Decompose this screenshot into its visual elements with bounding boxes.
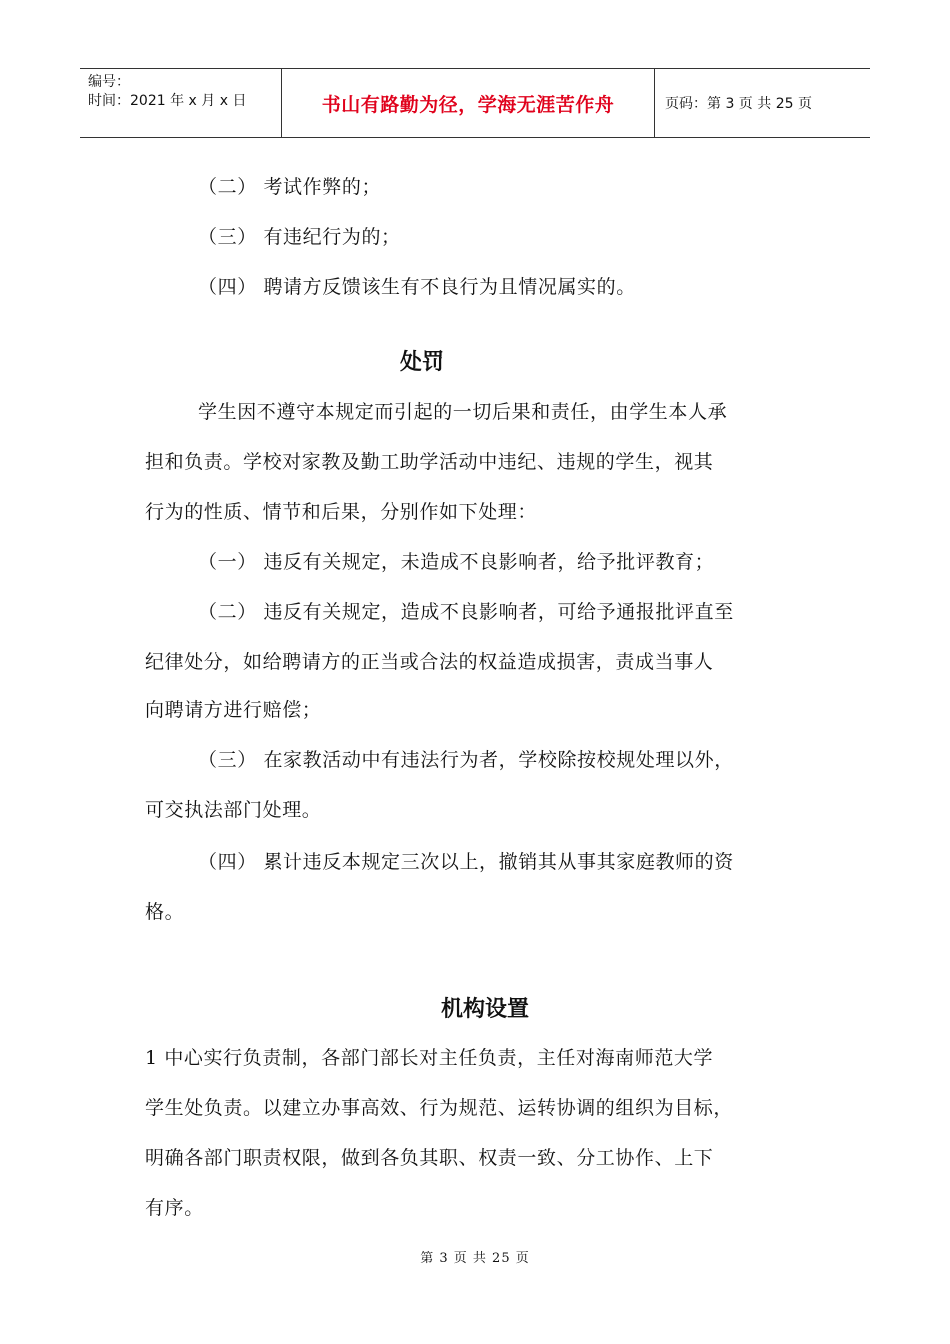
paragraph-line: 有序。 (145, 1197, 204, 1219)
paragraph-line: 行为的性质、情节和后果，分别作如下处理： (145, 501, 538, 523)
paragraph-line: 担和负责。学校对家教及勤工助学活动中违纪、违规的学生，视其 (145, 451, 714, 473)
paragraph-line: 学生处负责。以建立办事高效、行为规范、运转协调的组织为目标， (145, 1097, 734, 1119)
paragraph-line: 学生因不遵守本规定而引起的一切后果和责任，由学生本人承 (198, 401, 728, 423)
paragraph-line: 格。 (145, 901, 185, 923)
header-page-info: 页码：第 3 页 共 25 页 (665, 96, 812, 112)
list-item: （三） 有违纪行为的； (198, 226, 401, 248)
paragraph-line: （二） 违反有关规定，造成不良影响者，可给予通报批评直至 (198, 601, 734, 623)
page-footer: 第 3 页 共 25 页 (420, 1251, 530, 1266)
section-title-organization: 机构设置 (441, 997, 530, 1022)
header-meta (80, 69, 282, 137)
list-item: （二） 考试作弊的； (198, 176, 382, 198)
paragraph-line: 可交执法部门处理。 (145, 799, 322, 821)
paragraph-line: （四） 累计违反本规定三次以上，撤销其从事其家庭教师的资 (198, 851, 734, 873)
paragraph-line: 1 中心实行负责制，各部门部长对主任负责，主任对海南师范大学 (145, 1047, 714, 1069)
paragraph-line: 向聘请方进行赔偿； (145, 699, 322, 721)
list-item: （四） 聘请方反馈该生有不良行为且情况属实的。 (198, 276, 636, 298)
paragraph-line: 明确各部门职责权限，做到各负其职、权责一致、分工协作、上下 (145, 1147, 714, 1169)
header-motto: 书山有路勤为径，学海无涯苦作舟 (282, 69, 655, 137)
paragraph-line: （一） 违反有关规定，未造成不良影响者，给予批评教育； (198, 551, 715, 573)
page-header (80, 68, 870, 138)
paragraph-line: （三） 在家教活动中有违法行为者，学校除按校规处理以外， (198, 749, 734, 771)
document-time-label: 时间：2021 年 x 月 x 日 (88, 93, 247, 109)
document-number-label: 编号： (88, 74, 130, 90)
paragraph-line: 纪律处分，如给聘请方的正当或合法的权益造成损害，责成当事人 (145, 651, 714, 673)
section-title-penalties: 处罚 (400, 350, 445, 375)
